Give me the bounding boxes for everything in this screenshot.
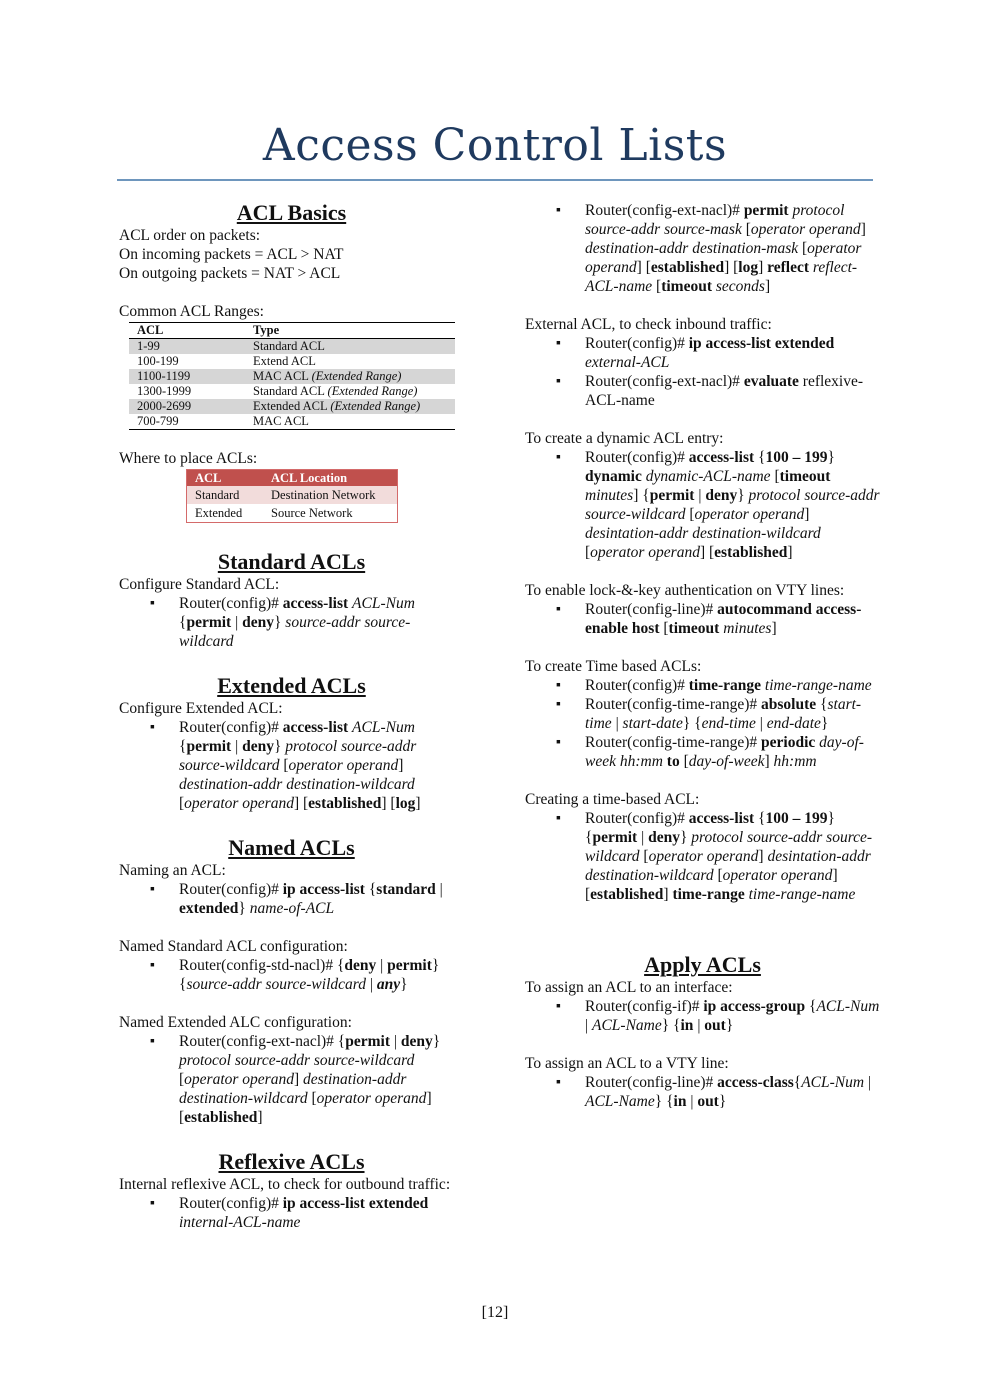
command-fragment: [ (639, 848, 649, 865)
command-fragment: ] (764, 278, 771, 295)
command-fragment: } { (654, 1093, 674, 1110)
command-fragment: to (662, 753, 684, 770)
command-fragment: start-date (622, 715, 683, 732)
command-fragment: | (376, 957, 388, 974)
command-item (119, 594, 464, 651)
command-fragment: ACL-Name (585, 1093, 655, 1110)
command-fragment: timeout (668, 620, 724, 637)
command-fragment: ] [ (724, 259, 739, 276)
command-fragment: [ (179, 795, 185, 812)
command-fragment: access-list (282, 719, 353, 736)
command-fragment: { (809, 998, 817, 1015)
command-fragment: log (738, 259, 759, 276)
time-range-command-list (525, 676, 880, 771)
dynamic-acl-label: To create a dynamic ACL entry: (525, 430, 724, 447)
table-row (187, 486, 398, 504)
type-text: Standard ACL (253, 384, 328, 398)
command-fragment: Router(config-ext-nacl)# { (179, 1033, 346, 1050)
command-fragment: deny (648, 829, 680, 846)
interface-assign-command-list (525, 997, 880, 1035)
command-fragment: dynamic-ACL-name (645, 468, 771, 485)
command-fragment: 100 – 199 (765, 449, 828, 466)
command-item (525, 695, 880, 733)
location-cell: Destination Network (263, 486, 398, 504)
command-fragment: deny (242, 738, 274, 755)
command-item (119, 880, 464, 918)
command-fragment: established (714, 544, 788, 561)
type-text: Extended ACL (253, 399, 331, 413)
table-row (129, 399, 455, 414)
command-fragment: { (758, 449, 766, 466)
command-fragment: | (686, 1093, 698, 1110)
command-fragment: } (679, 829, 692, 846)
command-fragment: access-list (688, 810, 759, 827)
command-fragment: operator operand (722, 867, 833, 884)
command-fragment: } { (179, 957, 440, 993)
page-number: [12] (481, 1304, 509, 1321)
command-fragment: permit (743, 202, 793, 219)
command-fragment: time-range-name (764, 677, 872, 694)
command-fragment: end-time (701, 715, 756, 732)
command-fragment: ] (257, 1109, 263, 1126)
command-fragment: name-of-ACL (249, 900, 335, 917)
command-fragment: periodic (761, 734, 820, 751)
command-fragment: ] [ (699, 544, 715, 561)
command-fragment: ] (663, 886, 673, 903)
command-fragment: protocol source-addr source-wildcard (585, 487, 880, 523)
command-fragment: | (694, 487, 706, 504)
command-fragment: ] [ (381, 795, 396, 812)
command-fragment: hh:mm (773, 753, 817, 770)
command-fragment: protocol source-addr source-mask (585, 202, 845, 238)
range-cell: 100-199 (137, 354, 179, 368)
command-fragment: end-date (766, 715, 821, 732)
time-acl-command-list (525, 809, 880, 904)
apply-acls-heading: Apply ACLs (644, 952, 761, 977)
command-fragment: { (179, 738, 187, 755)
acl-cell: Standard (187, 486, 264, 504)
command-fragment: ] { (633, 487, 650, 504)
left-column (119, 200, 464, 1232)
command-item (525, 201, 880, 296)
command-fragment: protocol source-addr source-wildcard (585, 829, 873, 865)
type-text: Extend ACL (253, 354, 316, 368)
command-fragment: ACL-Name (591, 1017, 662, 1034)
command-fragment: established (308, 795, 382, 812)
command-item (119, 1032, 464, 1127)
command-fragment: [ (279, 757, 289, 774)
command-fragment: ip access-list extended (282, 1195, 429, 1212)
command-fragment: ] (293, 1071, 304, 1088)
lock-and-key-label: To enable lock-&-key authentication on VTY lines: (525, 582, 845, 599)
command-fragment: internal-ACL-name (179, 1214, 301, 1231)
interface-assign-label: To assign an ACL to an interface: (525, 979, 733, 996)
command-fragment: established (650, 259, 725, 276)
command-fragment: destination-addr destination-mask (585, 240, 799, 257)
command-fragment: ] [ (293, 795, 309, 812)
reflexive-permit-command-list (525, 201, 880, 296)
table-row (129, 369, 455, 384)
command-fragment: reflect-ACL-name (585, 259, 858, 295)
command-fragment: ip access-group (703, 998, 810, 1015)
command-fragment: [ (685, 506, 695, 523)
command-fragment: minutes (585, 487, 634, 504)
command-fragment: operator operand (288, 757, 399, 774)
type-text: MAC ACL (253, 369, 312, 383)
location-cell: Source Network (271, 506, 353, 520)
command-fragment: Router(config)# (179, 1195, 283, 1212)
command-fragment: timeout (779, 468, 831, 485)
command-fragment: ACL-Num (352, 719, 415, 736)
standard-acls-heading: Standard ACLs (217, 549, 366, 574)
command-fragment: time-range (672, 886, 749, 903)
command-fragment: autocommand access-enable host (585, 601, 862, 637)
command-fragment: reflexive-ACL-name (585, 373, 864, 409)
command-fragment: { (179, 614, 187, 631)
command-fragment: ] [ (179, 1090, 432, 1126)
command-fragment: } (273, 614, 286, 631)
command-fragment: Router(config)# (585, 449, 689, 466)
extended-acls-heading: Extended ACLs (217, 673, 366, 698)
standard-command-list (119, 594, 464, 651)
command-fragment: deny (344, 957, 377, 974)
command-fragment: | (637, 829, 649, 846)
command-fragment: out (697, 1093, 719, 1110)
type-cell (245, 369, 455, 384)
command-fragment: protocol source-addr source-wildcard (179, 738, 417, 774)
command-fragment: } (432, 1033, 441, 1050)
command-fragment: } { (585, 810, 835, 846)
create-time-acl-label: Creating a time-based ACL: (525, 791, 700, 808)
command-fragment: operator operand (316, 1090, 427, 1107)
command-fragment: deny (705, 487, 738, 504)
command-fragment: } (273, 738, 286, 755)
type-cell (245, 354, 455, 369)
type-note: (Extended Range) (327, 384, 418, 398)
command-item (119, 1194, 464, 1232)
named-intro: Naming an ACL: (119, 862, 226, 879)
command-fragment: external-ACL (585, 354, 670, 371)
command-fragment: time-range-name (748, 886, 856, 903)
table-row (187, 504, 398, 523)
command-fragment: established (184, 1109, 258, 1126)
vty-assign-command-list (525, 1073, 880, 1111)
command-fragment: established (590, 886, 664, 903)
named-standard-command-list (119, 956, 464, 994)
command-fragment: ACL-Num (801, 1074, 865, 1091)
named-command-list (119, 880, 464, 918)
reflexive-internal-command-list (119, 1194, 464, 1232)
command-fragment: } (820, 715, 829, 732)
command-fragment: timeout (661, 278, 716, 295)
command-fragment: out (704, 1017, 726, 1034)
command-fragment: Router(config-if)# (585, 998, 704, 1015)
external-acl-label: External ACL, to check inbound traffic: (525, 316, 772, 333)
command-fragment: permit (387, 957, 432, 974)
command-fragment: access-class (717, 1074, 794, 1091)
command-fragment: Router(config-time-range)# (585, 734, 762, 751)
command-fragment: day-of-week (688, 753, 765, 770)
command-item (525, 997, 880, 1035)
command-fragment: | (693, 1017, 705, 1034)
command-fragment: day-of-week hh:mm (585, 734, 864, 770)
command-fragment: start-time (585, 696, 862, 732)
command-fragment: } (737, 487, 749, 504)
range-cell: 1100-1199 (129, 369, 245, 384)
command-item (525, 733, 880, 771)
extended-command-list (119, 718, 464, 813)
command-fragment: | (231, 614, 243, 631)
command-fragment: log (395, 795, 416, 812)
command-fragment: Router(config)# (179, 595, 283, 612)
command-fragment: | (390, 1033, 401, 1050)
command-item (119, 718, 464, 813)
command-fragment: ] [ (585, 867, 838, 903)
lock-and-key-command-list (525, 600, 880, 638)
table-header: Type (245, 323, 455, 339)
command-fragment: operator operand (585, 240, 862, 276)
command-fragment: } { (682, 715, 702, 732)
command-fragment: permit (345, 1033, 391, 1050)
command-fragment: [ (713, 867, 723, 884)
command-fragment: source-addr source-wildcard (186, 976, 366, 993)
named-extended-label: Named Extended ALC configuration: (119, 1014, 352, 1031)
ranges-label: Common ACL Ranges: (119, 303, 264, 320)
acl-basics-heading: ACL Basics (236, 200, 347, 225)
table-header: ACL (187, 470, 264, 487)
command-fragment: Router(config)# (585, 335, 689, 352)
command-fragment: [ (585, 544, 591, 561)
range-cell: 700-799 (129, 414, 245, 430)
type-note: (Extended Range) (311, 369, 402, 383)
command-fragment: ] (398, 757, 404, 774)
command-fragment: Router(config)# (179, 719, 283, 736)
command-fragment: ip access-list (282, 881, 369, 898)
command-fragment: reflect (767, 259, 813, 276)
command-fragment: ] (758, 259, 768, 276)
right-column (525, 201, 880, 1111)
range-cell: 1300-1999 (137, 384, 192, 398)
type-cell (245, 399, 455, 414)
command-fragment: ] (787, 544, 793, 561)
command-fragment: ] (758, 848, 768, 865)
command-fragment: destination-addr destination-wildcard (179, 776, 415, 793)
command-item (525, 372, 880, 410)
command-fragment: Router(config-ext-nacl)# (585, 373, 744, 390)
title-rule (117, 179, 873, 181)
command-fragment: } (400, 976, 408, 993)
table-row (129, 354, 455, 369)
command-fragment: in (673, 1093, 687, 1110)
command-fragment: [ (798, 240, 808, 257)
extended-intro: Configure Extended ACL: (119, 700, 283, 717)
command-fragment: Router(config)# (179, 881, 283, 898)
table-header: ACL (129, 323, 245, 339)
named-extended-command-list (119, 1032, 464, 1127)
command-fragment: deny (242, 614, 274, 631)
command-fragment: deny (400, 1033, 433, 1050)
command-item (525, 1073, 880, 1111)
standard-intro: Configure Standard ACL: (119, 576, 280, 593)
reflexive-intro: Internal reflexive ACL, to check for outbound traffic: (119, 1176, 451, 1193)
command-fragment: [ (307, 1090, 317, 1107)
command-fragment: { (368, 881, 377, 898)
command-fragment: } { (661, 1017, 681, 1034)
command-fragment: access-list (282, 595, 353, 612)
command-fragment: seconds (715, 278, 765, 295)
command-fragment: evaluate (743, 373, 803, 390)
command-fragment: 100 – 199 (765, 810, 828, 827)
command-fragment: [ (770, 468, 780, 485)
command-item (525, 600, 880, 638)
command-fragment: [ (741, 221, 751, 238)
command-fragment: { (758, 810, 766, 827)
command-fragment: absolute (761, 696, 821, 713)
range-cell: 2000-2699 (129, 399, 245, 414)
command-fragment: ] (860, 221, 866, 238)
type-text: Standard ACL (253, 339, 325, 353)
command-fragment: operator operand (184, 1071, 294, 1088)
basics-line: On incoming packets = ACL > NAT (119, 246, 344, 263)
type-note: (Extended Range) (330, 399, 421, 413)
named-acls-heading: Named ACLs (228, 835, 355, 860)
command-item (119, 956, 464, 994)
command-fragment: operator operand (648, 848, 759, 865)
command-fragment: source-addr source-wildcard (179, 614, 411, 650)
command-item (525, 334, 880, 372)
command-fragment: | (864, 1074, 872, 1091)
command-fragment: } (718, 1093, 727, 1110)
command-fragment: } (238, 900, 250, 917)
command-fragment: permit (186, 738, 232, 755)
command-fragment: Router(config-std-nacl)# { (179, 957, 345, 974)
type-cell (245, 339, 455, 355)
acl-ranges-table (129, 322, 455, 430)
reflexive-acls-heading: Reflexive ACLs (218, 1149, 365, 1174)
command-fragment: Router(config-line)# (585, 601, 718, 618)
command-fragment: | (585, 1017, 592, 1034)
command-fragment: in (680, 1017, 694, 1034)
command-fragment: [ (179, 1071, 185, 1088)
command-fragment: access-list (688, 449, 759, 466)
command-item (525, 676, 880, 695)
vty-assign-label: To assign an ACL to a VTY line: (525, 1055, 729, 1072)
place-label: Where to place ACLs: (119, 450, 258, 467)
command-fragment: ACL-Num (816, 998, 880, 1015)
command-fragment: destination-addr destination-wildcard (179, 1071, 407, 1107)
command-fragment: Router(config)# (585, 677, 689, 694)
acl-placement-table (186, 469, 398, 523)
command-fragment: time-range (688, 677, 765, 694)
command-fragment: standard (376, 881, 436, 898)
command-fragment: desintation-addr destination-wildcard (585, 525, 821, 542)
command-fragment: permit (592, 829, 638, 846)
command-fragment: minutes (723, 620, 772, 637)
command-fragment: } (725, 1017, 734, 1034)
time-based-label: To create Time based ACLs: (525, 658, 702, 675)
type-text: MAC ACL (253, 414, 309, 428)
command-fragment: | (611, 715, 623, 732)
basics-line: On outgoing packets = NAT > ACL (119, 265, 341, 282)
command-item (525, 809, 880, 904)
command-fragment: ] (415, 795, 421, 812)
command-fragment: desintation-addr destination-wildcard (585, 848, 871, 884)
command-fragment: extended (179, 900, 239, 917)
basics-line: ACL order on packets: (119, 227, 261, 244)
type-cell (245, 384, 455, 399)
page-title: Access Control Lists (262, 120, 728, 171)
acl-cell: Extended (195, 506, 243, 520)
command-fragment: ] [ (636, 259, 651, 276)
command-item (525, 448, 880, 562)
range-cell: 1-99 (129, 339, 245, 355)
command-fragment: dynamic (585, 468, 646, 485)
command-fragment: { (793, 1074, 802, 1091)
command-fragment: | (755, 715, 767, 732)
command-fragment: operator operand (694, 506, 805, 523)
command-fragment: [ (652, 278, 662, 295)
command-fragment: permit (649, 487, 695, 504)
dynamic-acl-command-list (525, 448, 880, 562)
command-fragment: operator operand (750, 221, 861, 238)
command-fragment: operator operand (184, 795, 294, 812)
command-fragment: permit (186, 614, 232, 631)
command-fragment: any (376, 976, 401, 993)
command-fragment: Router(config-ext-nacl)# (585, 202, 744, 219)
command-fragment: Router(config-line)# (585, 1074, 718, 1091)
type-cell (245, 414, 455, 430)
command-fragment: } (827, 449, 835, 466)
command-fragment: | (231, 738, 243, 755)
command-fragment: Router(config-time-range)# (585, 696, 762, 713)
command-fragment: ip access-list extended (688, 335, 835, 352)
command-fragment: ] (771, 620, 777, 637)
command-fragment: protocol source-addr source-wildcard (179, 1052, 415, 1069)
command-fragment: ] (764, 753, 774, 770)
command-fragment: ] (804, 506, 810, 523)
table-row (129, 414, 455, 430)
named-standard-label: Named Standard ACL configuration: (119, 938, 348, 955)
command-fragment: | (365, 976, 377, 993)
command-fragment: | (435, 881, 443, 898)
command-fragment: { (820, 696, 828, 713)
external-acl-command-list (525, 334, 880, 410)
table-header: ACL Location (263, 470, 398, 487)
command-fragment: Router(config)# (585, 810, 689, 827)
table-row (129, 384, 455, 399)
command-fragment: ACL-Num (352, 595, 415, 612)
command-fragment: [ (663, 620, 669, 637)
command-fragment: [ (683, 753, 689, 770)
command-fragment: operator operand (590, 544, 700, 561)
table-row (129, 339, 455, 355)
